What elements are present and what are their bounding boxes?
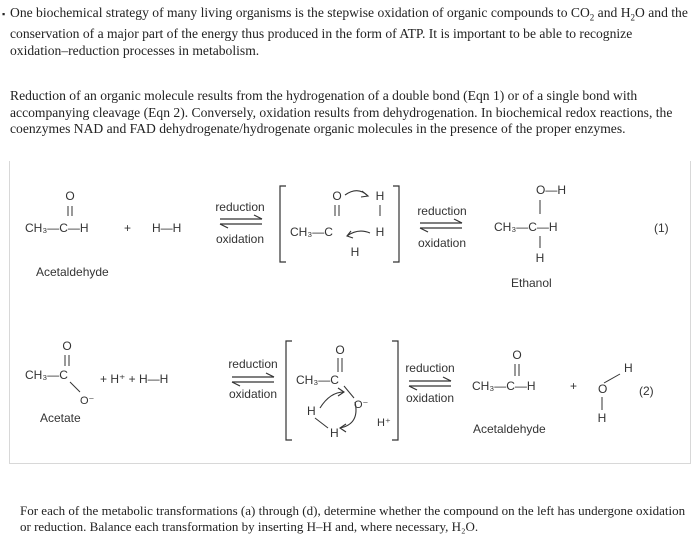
eq2-plus2: +	[570, 379, 578, 393]
eq1-product-OH: O—H	[536, 183, 566, 197]
eq2-label-reactant: Acetate	[40, 411, 81, 425]
eq1-mid-H2: H	[375, 225, 385, 239]
eq2-plus: + H⁺ + H—H	[100, 372, 169, 386]
eq2-product: CH₃—C—H	[472, 379, 536, 393]
eq2-mid-hplus: H⁺	[377, 417, 391, 429]
eq1-arrow1-bottom: oxidation	[215, 232, 265, 246]
eq2-mid-O: O	[335, 343, 345, 357]
eq1-h2: H—H	[152, 221, 182, 235]
eq2-water-H1: H	[624, 361, 633, 375]
eq1-plus: +	[124, 221, 132, 235]
atom-O: O	[65, 189, 75, 203]
eq1-mid-O: O	[332, 189, 342, 203]
eq2-water-H2: H	[597, 411, 607, 425]
eq2-product-O: O	[512, 348, 522, 362]
intro-paragraph-2: Reduction of an organic molecule results from the hydrogenation of a double bond (Eqn 1) or of a single bond with accompanying cleavage (Eqn 2). Conversely, oxidation results from dehydrogenation. In biochemical redox reactions, the coenzymes NAD and FAD dehydrogenate/hydrogenate organic molecules in the presence of the proper enzymes.	[10, 88, 673, 137]
eq2-arrow1-top: reduction	[228, 357, 278, 371]
eq2-mid-H1: H	[307, 404, 316, 418]
eq2-arrow2-bottom: oxidation	[405, 391, 455, 405]
eq2-mid: CH₃—C	[296, 373, 339, 387]
eq1-reactant: CH₃—C—H	[25, 221, 89, 235]
eq1-mid: CH₃—C	[290, 225, 333, 239]
intro-paragraph-1: One biochemical strategy of many living organisms is the stepwise oxidation of organic compounds to $CO_2$ and $H_2O$ and the conservation of a major part of the energy thus produced in the form of ATP. It is important to be able to recognize oxidation–reduction processes in metabolism.	[10, 5, 688, 58]
eq2-O-minus: O⁻	[80, 395, 95, 407]
eq1-mid-H3: H	[350, 245, 360, 259]
question-text: For each of the metabolic transformations (a) through (d), determine whether the compound on the left has undergone oxidation or reduction. Balance each transformation by inserting H–H and, where necessary, H₂O.	[20, 503, 686, 534]
eq2-arrow1-bottom: oxidation	[228, 387, 278, 401]
eq1-number: (1)	[654, 221, 669, 235]
eq1-mid-H1: H	[375, 189, 385, 203]
eq2-label-product: Acetaldehyde	[473, 422, 546, 436]
eq2-O: O	[62, 339, 72, 353]
eq1-arrow1-top: reduction	[215, 200, 265, 214]
eq1-product-H: H	[535, 251, 545, 265]
eq2-number: (2)	[639, 384, 654, 398]
eq2-reactant: CH₃—C	[25, 368, 68, 382]
eq2-arrow2-top: reduction	[405, 361, 455, 375]
eq1-product: CH₃—C—H	[494, 220, 558, 234]
eq2-mid-H2: H	[330, 426, 339, 440]
eq1-arrow2-bottom: oxidation	[417, 236, 467, 250]
eq1-label-reactant: Acetaldehyde	[36, 265, 109, 279]
bullet-icon: ▪	[2, 9, 6, 19]
eq2-mid-O-minus: O⁻	[354, 399, 369, 411]
eq2-water-O: O	[598, 382, 608, 396]
eq1-arrow2-top: reduction	[417, 204, 467, 218]
eq1-label-product: Ethanol	[511, 276, 552, 290]
